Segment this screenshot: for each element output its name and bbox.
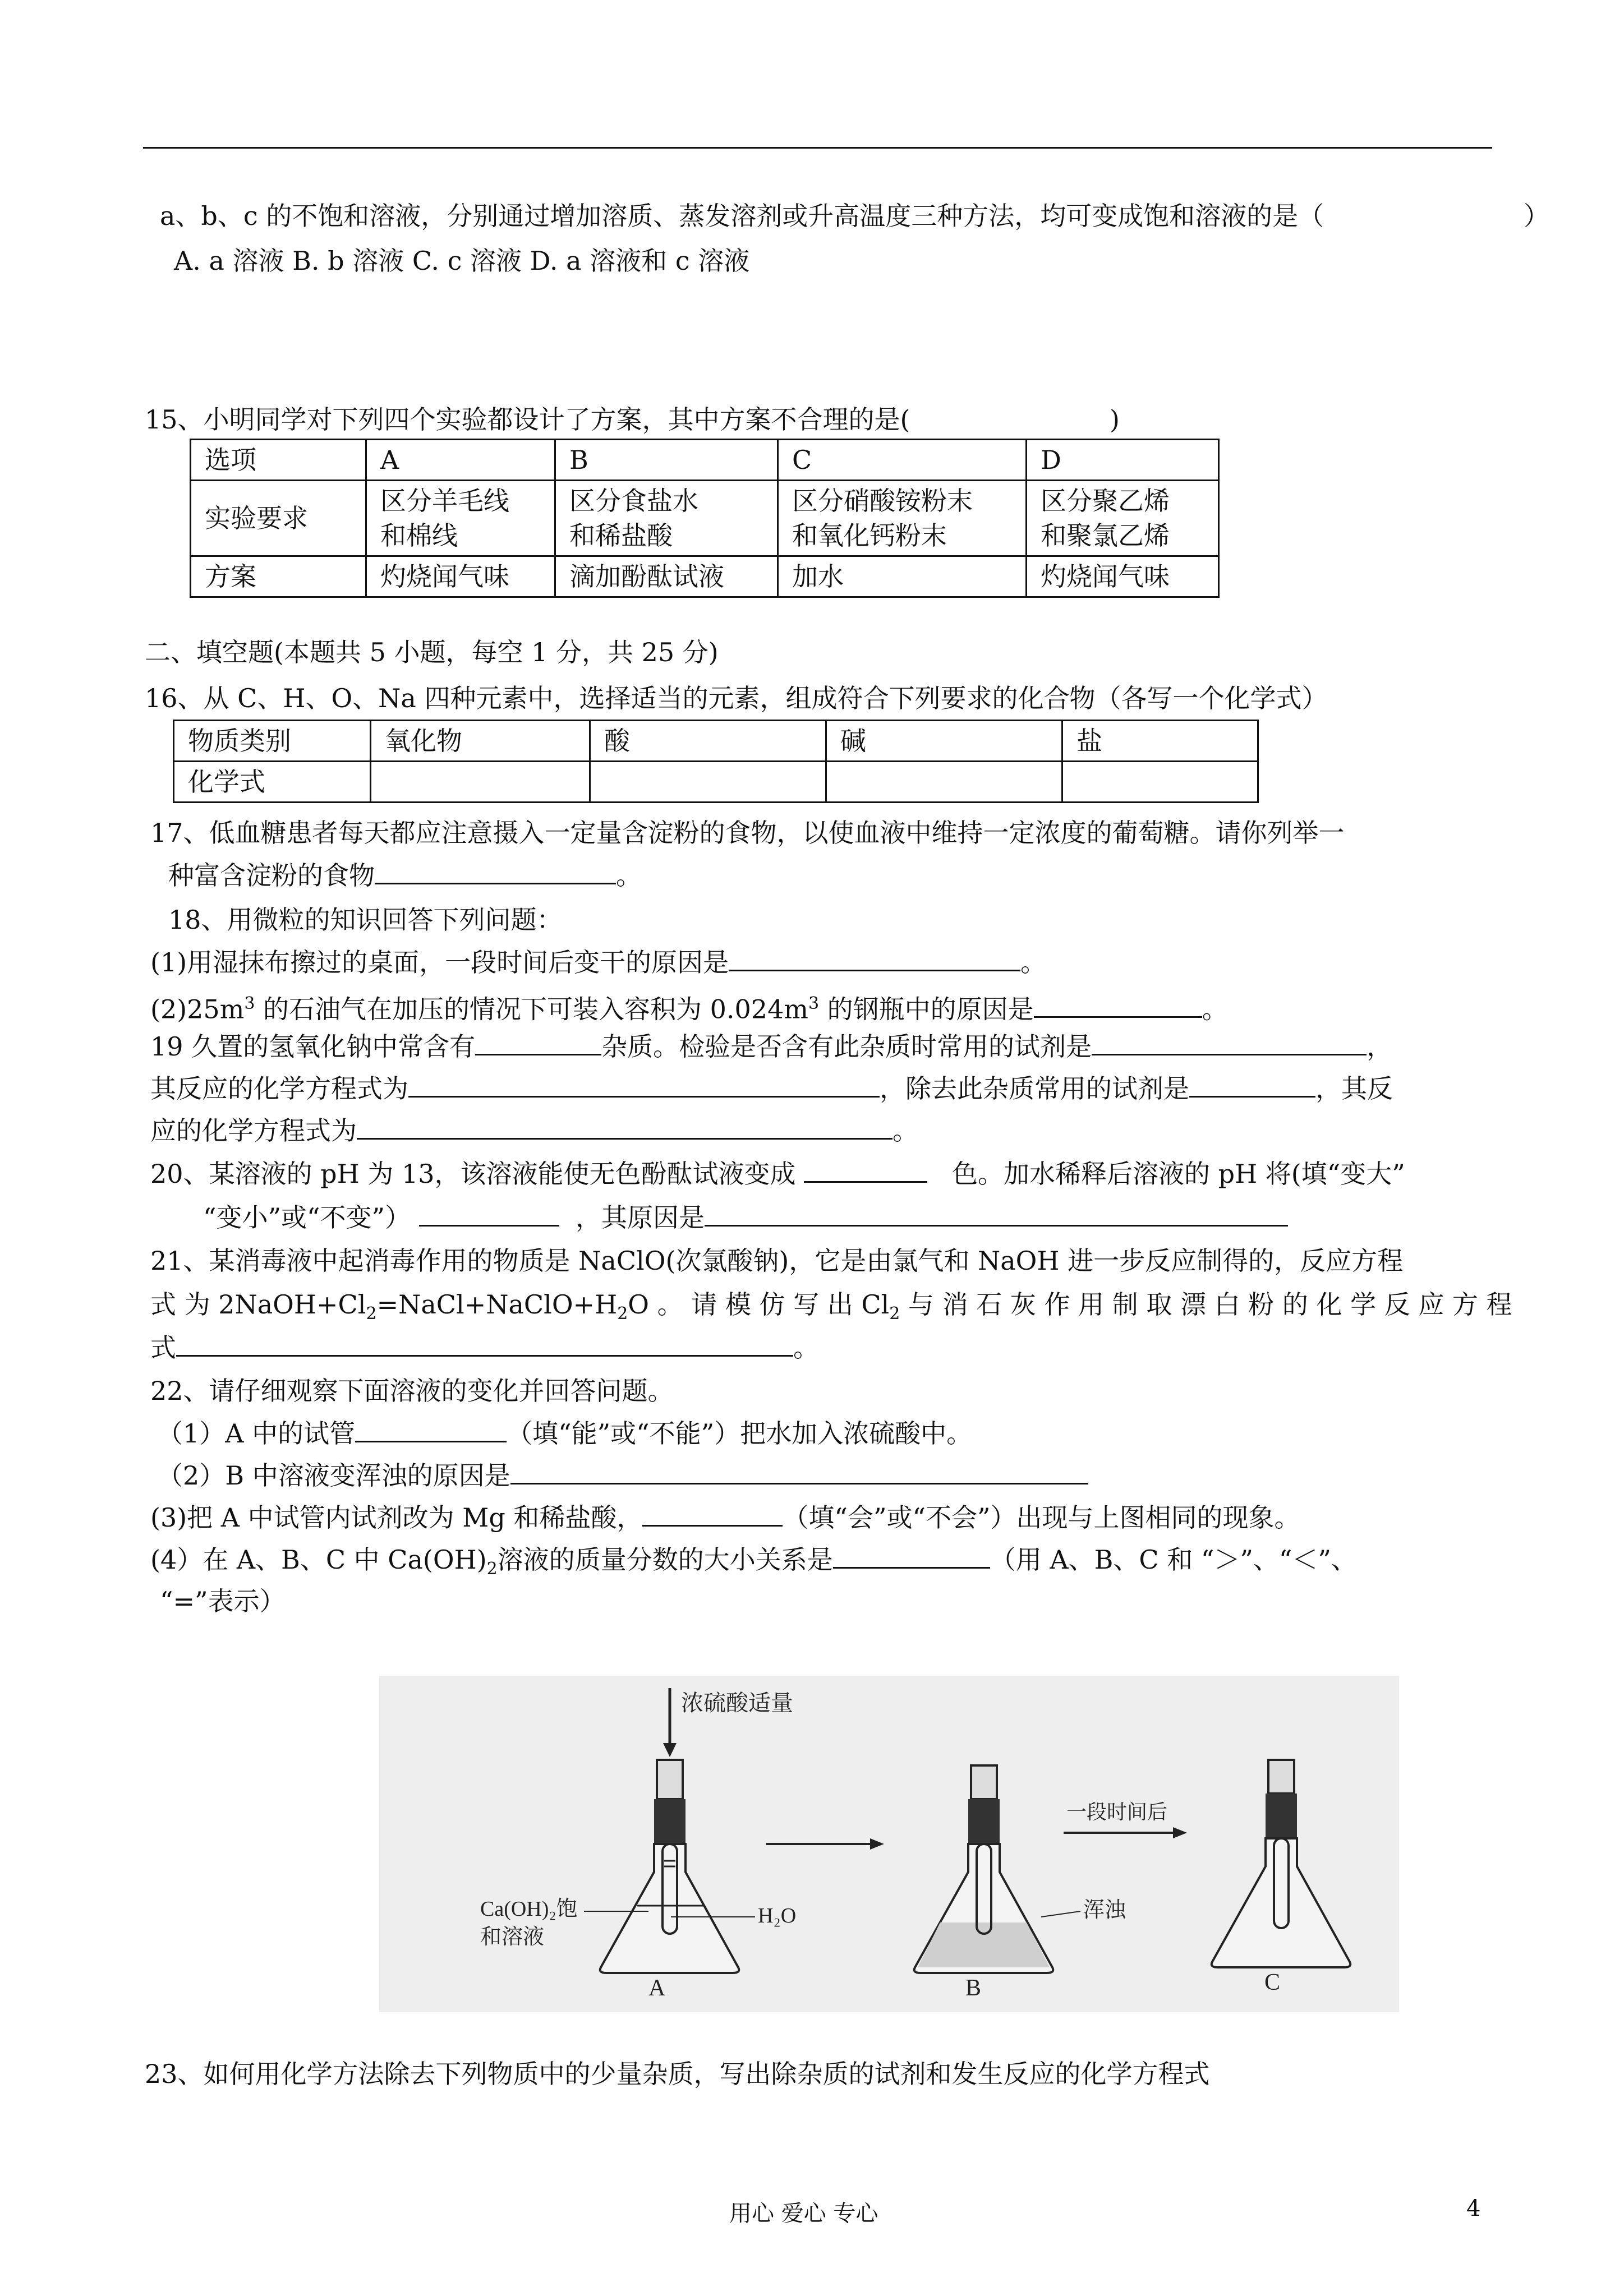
q22-part2: （2）B 中溶液变浑浊的原因是 [157,1458,1088,1492]
answer-cell[interactable] [1062,762,1258,803]
q22-part4: (4）在 A、B、C 中 $Ca(OH)_2$溶液的质量分数的大小关系是 （用 A、B、C 和 “＞”、“＜”、 [150,1542,1357,1586]
answer-blank[interactable] [408,1071,880,1098]
q17-line2: 种富含淀粉的食物 。 [168,858,642,892]
answer-blank[interactable] [1034,992,1202,1018]
answer-cell[interactable] [371,762,590,803]
q17-line1: 17、低血糖患者每天都应注意摄入一定量含淀粉的食物，以使血液中维持一定浓度的葡萄糖。请你列举一 [150,818,1345,848]
table-cell: A [366,440,555,481]
answer-blank[interactable] [357,1113,892,1140]
table-cell: 灼烧闻气味 [1027,556,1219,597]
answer-blank[interactable] [176,1330,793,1357]
answer-blank[interactable] [355,1416,507,1442]
table-cell: 酸 [590,721,826,762]
table-cell: 区分聚乙烯 和聚氯乙烯 [1027,481,1219,556]
label-b: B [965,1975,982,2001]
solution-label-2: 和溶液 [480,1925,545,1949]
label-a: A [648,1975,666,2001]
flask-experiment-figure [379,1676,1399,2012]
table-cell: 碱 [826,721,1062,762]
q22-stem: 22、请仔细观察下面溶液的变化并回答问题。 [150,1376,674,1406]
answer-blank[interactable] [804,1156,927,1183]
answer-blank[interactable] [419,1200,559,1227]
turbid-solution [918,1922,1050,1967]
q22-part1: （1）A 中的试管 （填“能”或“不能”）把水加入浓硫酸中。 [157,1416,972,1450]
table-cell: 方案 [191,556,366,597]
water-label: H₂O [758,1904,797,1928]
q19-line3: 应的化学方程式为 。 [150,1113,918,1147]
table-cell: 盐 [1062,721,1258,762]
table-cell: 区分硝酸铵粉末 和氧化钙粉末 [778,481,1027,556]
answer-blank[interactable] [1092,1029,1367,1055]
table-cell: 物质类别 [174,721,371,762]
turbid-label: 浑浊 [1083,1898,1126,1922]
table-cell: 氧化物 [371,721,590,762]
q18-stem: 18、用微粒的知识回答下列问题： [168,905,563,935]
table-cell: D [1027,440,1219,481]
q20-line1: 20、某溶液的 pH 为 13，该溶液能使无色酚酞试液变成 色。加水稀释后溶液的 pH 将(填“变大” [150,1156,1405,1191]
table-cell: 区分食盐水 和稀盐酸 [555,481,778,556]
q22-part3: (3)把 A 中试管内试剂改为 Mg 和稀盐酸， （填“会”或“不会”）出现与上图相同的现象。 [150,1500,1300,1534]
section-title: 二、填空题(本题共 5 小题，每空 1 分，共 25 分) [145,637,719,667]
label-c: C [1264,1970,1281,1995]
q19-line1: 19 久置的氢氧化钠中常含有 杂质。检验是否含有此杂质时常用的试剂是 ， [150,1029,1392,1063]
answer-blank[interactable] [375,858,616,884]
answer-cell[interactable] [826,762,1062,803]
q16-table [173,720,1259,803]
table-cell: 加水 [778,556,1027,597]
solution-label-1: Ca(OH)₂饱 [480,1897,578,1921]
table-cell: C [778,440,1027,481]
table-row [191,481,1219,556]
q14-stem-close: ） [1524,201,1549,231]
answer-blank[interactable] [833,1542,990,1569]
q21-line3: 式 。 [150,1330,819,1364]
page-number: 4 [1466,2196,1481,2221]
q16-stem: 16、从 C、H、O、Na 四种元素中，选择适当的元素，组成符合下列要求的化合物（各写一个化学式） [145,683,1328,713]
answer-blank[interactable] [510,1458,1088,1484]
answer-cell[interactable] [590,762,826,803]
q15-stem: 15、小明同学对下列四个实验都设计了方案，其中方案不合理的是( [145,404,910,435]
answer-blank[interactable] [1189,1071,1315,1098]
table-cell: 实验要求 [191,481,366,556]
answer-blank[interactable] [475,1029,601,1055]
table-cell: 选项 [191,440,366,481]
table-cell: 区分羊毛线 和棉线 [366,481,555,556]
q22-part4-end: “=”表示） [160,1586,286,1616]
table-row [191,440,1219,481]
table-row [191,556,1219,597]
q15-stem-close: ) [1110,404,1120,435]
table-cell: 滴加酚酞试液 [555,556,778,597]
answer-blank[interactable] [705,1200,1288,1227]
footer-motto: 用心 爱心 专心 [729,2201,878,2226]
q14-stem: a、b、c 的不饱和溶液，分别通过增加溶质、蒸发溶剂或升高温度三种方法，均可变成饱和溶液的是（ [160,201,1324,231]
q23-stem: 23、如何用化学方法除去下列物质中的少量杂质，写出除杂质的试剂和发生反应的化学方程式 [145,2059,1210,2089]
table-cell: 化学式 [174,762,371,803]
q21-line2: 式 为 $2NaOH+Cl_2=NaCl+NaClO+H_2O$ 。 请 模 仿 写 出 $Cl_2$ 与 消 石 灰 作 用 制 取 漂 白 粉 的 化 学 反 应 方 程 [150,1289,1512,1324]
table-row [174,721,1258,762]
table-cell: 灼烧闻气味 [366,556,555,597]
time-label: 一段时间后 [1066,1801,1168,1823]
q15-table [190,439,1220,598]
header-rule [143,147,1492,149]
q19-line2: 其反应的化学方程式为 ，除去此杂质常用的试剂是 ，其反 [150,1071,1393,1105]
acid-label: 浓硫酸适量 [681,1690,793,1716]
q18-part1: (1)用湿抹布擦过的桌面，一段时间后变干的原因是 。 [150,945,1046,979]
q20-line2: “变小”或“不变”） ，其原因是 [203,1200,1288,1234]
q14-options: A. a 溶液 B. b 溶液 C. c 溶液 D. a 溶液和 c 溶液 [174,246,750,276]
table-row [174,762,1258,803]
q18-part2: $(2)25m^3$ 的石油气在加压的情况下可装入容积为 $0.024m^3$ 的钢瓶中的原因是 。 [150,987,1228,1026]
answer-blank[interactable] [729,945,1020,971]
q21-line1: 21、某消毒液中起消毒作用的物质是 NaClO(次氯酸钠)，它是由氯气和 NaOH 进一步反应制得的，反应方程 [150,1246,1404,1276]
answer-blank[interactable] [642,1500,783,1527]
table-cell: B [555,440,778,481]
